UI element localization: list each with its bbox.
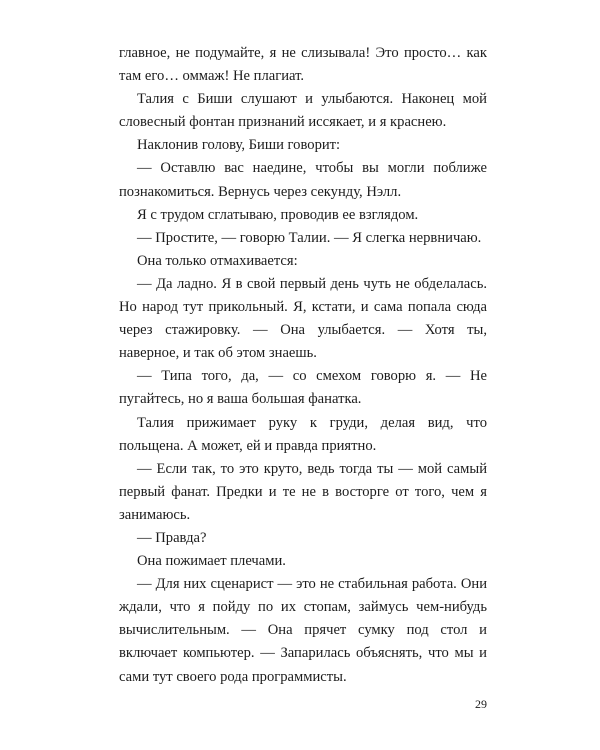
paragraph-0: главное, не подумайте, я не слизывала! Это просто… как там его… оммаж! Не плагиат. — [119, 45, 487, 85]
paragraph-4: Я с трудом сглатываю, проводив ее взглядом. — [137, 206, 419, 223]
paragraph-2: Наклонив голову, Биши говорит: — [137, 137, 341, 154]
page-number: 29 — [475, 697, 487, 711]
paragraph-9: Талия прижимает руку к груди, делая вид, что польщена. А может, ей и правда приятно. — [119, 414, 487, 454]
paragraph-5: — Простите, — говорю Талии. — Я слегка нервничаю. — [137, 229, 482, 246]
paragraph-3: — Оставлю вас наедине, чтобы вы могли поближе познакомиться. Вернусь через секунду, Нэлл. — [119, 160, 487, 200]
paragraph-7: — Да ладно. Я в свой первый день чуть не обделалась. Но народ тут прикольный. Я, кстати, и сама попала сюда через стажировку. — Она улыбается. — Хотя ты, наверное, и так об этом знаешь. — [119, 275, 487, 362]
paragraph-8: — Типа того, да, — со смехом говорю я. — Не пугайтесь, но я ваша большая фанатка. — [119, 368, 487, 408]
paragraph-11: — Правда? — [137, 529, 207, 546]
paragraph-6: Она только отмахивается: — [137, 252, 298, 269]
paragraph-1: Талия с Биши слушают и улыбаются. Наконец мой словесный фонтан признаний иссякает, и я краснею. — [119, 91, 487, 131]
paragraph-10: — Если так, то это круто, ведь тогда ты — мой самый первый фанат. Предки и те не в восторге от того, чем я занимаюсь. — [119, 460, 487, 523]
paragraph-13: — Для них сценарист — это не стабильная работа. Они ждали, что я пойду по их стопам, займусь чем-нибудь вычислительным. — Она прячет сумку под стол и включает компьютер. — Запарилась объяснять, что мы и сами тут своего рода программисты. — [119, 576, 487, 685]
body-text — [119, 42, 487, 689]
paragraph-12: Она пожимает плечами. — [137, 553, 286, 570]
